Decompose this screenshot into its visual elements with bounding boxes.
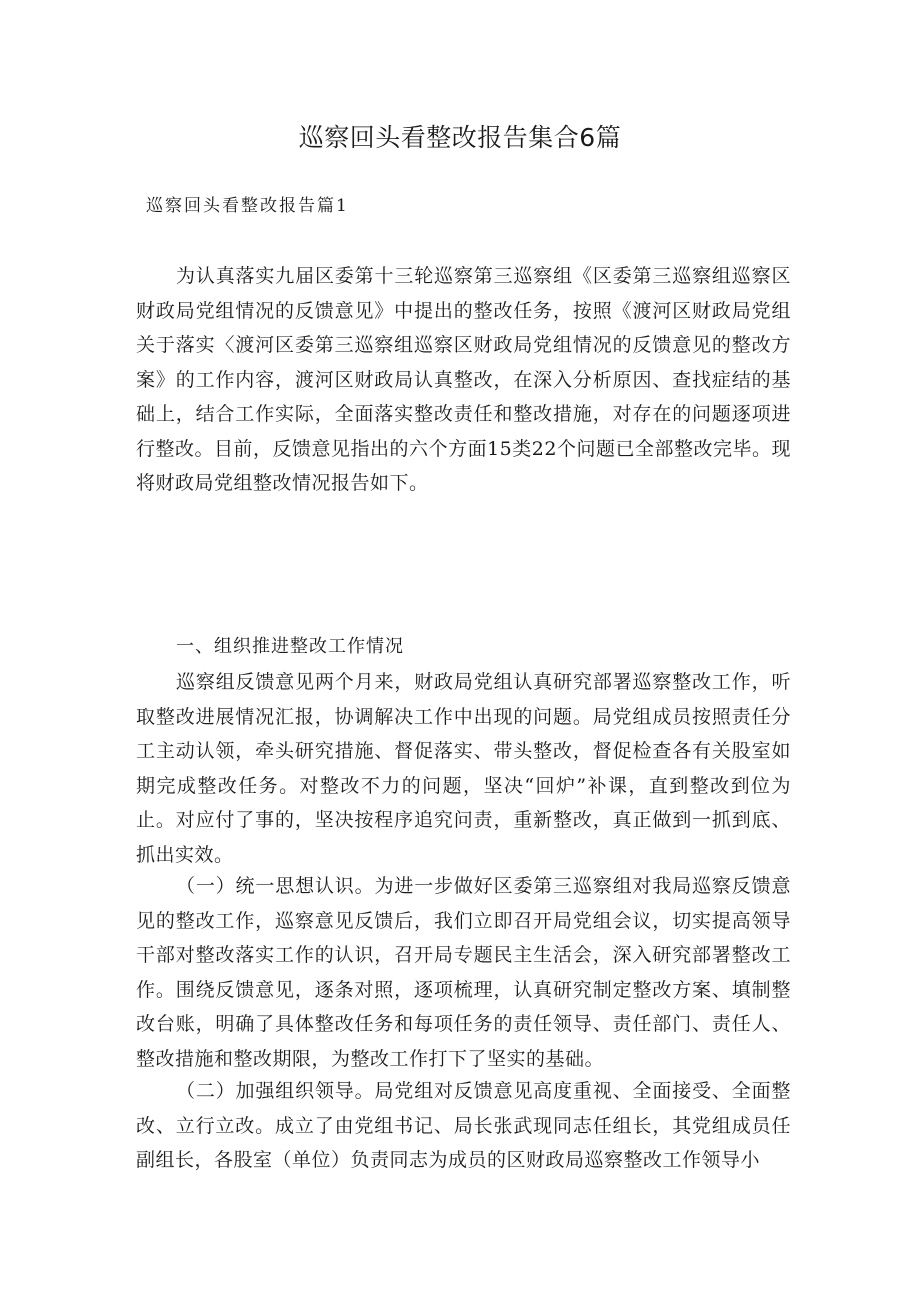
body-paragraph-3: （二）加强组织领导。局党组对反馈意见高度重视、全面接受、全面整改、立行立改。成立了由党组书记、局长张武现同志任组长，其党组成员任副组长，各股室（单位）负责同志为成员的区财政局巡察整改工作领导小 xyxy=(136,1080,791,1171)
body-paragraph-1: 巡察组反馈意见两个月来，财政局党组认真研究部署巡察整改工作，听取整改进展情况汇报，协调解决工作中出现的问题。局党组成员按照责任分工主动认领，牵头研究措施、督促落实、带头整改，督促检查各有关股室如期完成整改任务。对整改不力的问题，坚决“回炉”补课，直到整改到位为止。对应付了事的，坚决按程序追究问责，重新整改，真正做到一抓到底、抓出实效。 xyxy=(136,671,791,866)
intro-paragraph: 为认真落实九届区委第十三轮巡察第三巡察组《区委第三巡察组巡察区财政局党组情况的反馈意见》中提出的整改任务，按照《渡河区财政局党组关于落实〈渡河区委第三巡察组巡察区财政局党组情况的反馈意见的整改方案》的工作内容，渡河区财政局认真整改，在深入分析原因、查找症结的基础上，结合工作实际，全面落实整改责任和整改措施，对存在的问题逐项进行整改。目前，反馈意见指出的六个方面15类22个问题已全部整改完毕。现将财政局党组整改情况报告如下。 xyxy=(136,265,791,494)
body-paragraph-2: （一）统一思想认识。为进一步做好区委第三巡察组对我局巡察反馈意见的整改工作，巡察意见反馈后，我们立即召开局党组会议，切实提高领导干部对整改落实工作的认识，召开局专题民主生活会，深入研究部署整改工作。围绕反馈意见，逐条对照，逐项梳理，认真研究制定整改方案、填制整改台账，明确了具体整改任务和每项任务的责任领导、责任部门、责任人、整改措施和整改期限，为整改工作打下了坚实的基础。 xyxy=(136,875,791,1070)
document-title: 巡察回头看整改报告集合6篇 xyxy=(298,123,622,152)
section-heading: 一、组织推进整改工作情况 xyxy=(176,636,404,657)
document-subtitle: 巡察回头看整改报告篇1 xyxy=(146,196,349,216)
